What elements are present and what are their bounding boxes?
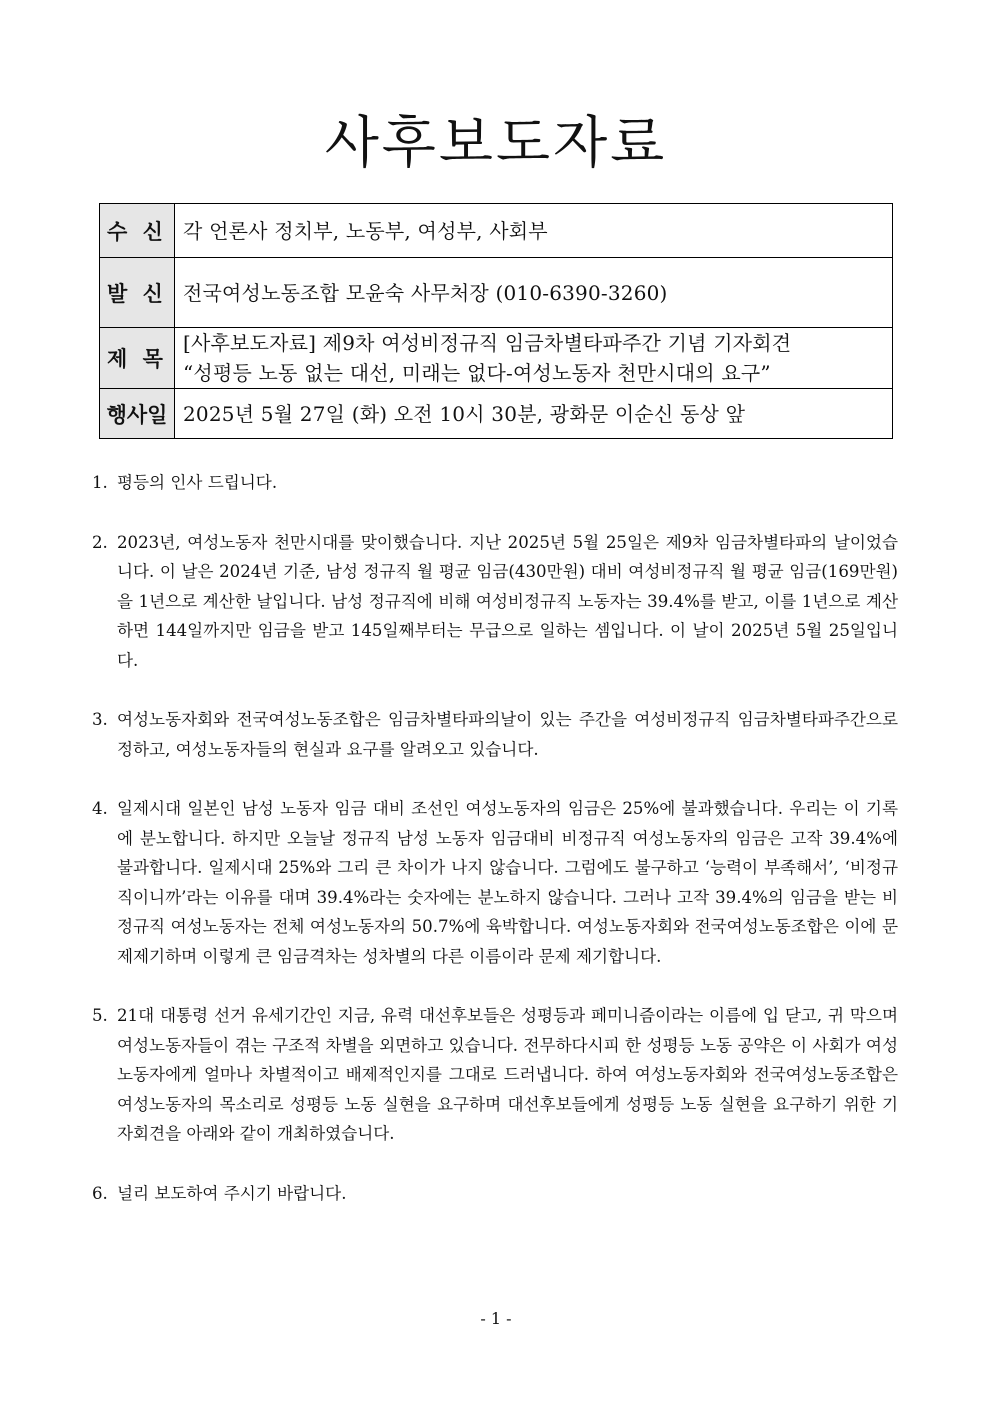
- paragraph-text: 21대 대통령 선거 유세기간인 지금, 유력 대선후보들은 성평등과 페미니즘이라는 이름에 입 닫고, 귀 막으며 여성노동자들이 겪는 구조적 차별을 외면하고 있습니다. 전무하다시피 한 성평등 노동 공약은 이 사회가 여성노동자에게 얼마나 차별적이고 배제적인지를 그대로 드러냅니다. 하여 여성노동자회와 전국여성노동조합은 여성노동자의 목소리로 성평등 노동 실현을 요구하며 대선후보들에게 성평등 노동 실현을 요구하기 위한 기자회견을 아래와 같이 개최하였습니다.: [117, 1006, 898, 1143]
- paragraph-2: [92, 528, 898, 676]
- paragraph-text: 일제시대 일본인 남성 노동자 임금 대비 조선인 여성노동자의 임금은 25%에 불과했습니다. 우리는 이 기록에 분노합니다. 하지만 오늘날 정규직 남성 노동자 임금대비 비정규직 여성노동자의 임금은 고작 39.4%에 불과합니다. 일제시대 25%와 그리 큰 차이가 나지 않습니다. 그럼에도 불구하고 ‘능력이 부족해서’, ‘비정규직이니까’라는 이유를 대며 39.4%라는 숫자에는 분노하지 않습니다. 그러나 고작 39.4%의 임금을 받는 비정규직 여성노동자는 전체 여성노동자의 50.7%에 육박합니다. 여성노동자회와 전국여성노동조합은 이에 문제제기하며 이렇게 큰 임금격차는 성차별의 다른 이름이라 문제 제기합니다.: [117, 799, 898, 966]
- sender-text: 전국여성노동조합 모윤숙 사무처장 (010-6390-3260): [183, 280, 668, 305]
- recipient-text: 각 언론사 정치부, 노동부, 여성부, 사회부: [183, 218, 548, 243]
- subject-value: [175, 328, 893, 389]
- paragraph-text: 널리 보도하여 주시기 바랍니다.: [117, 1183, 347, 1203]
- recipient-value: [175, 204, 893, 258]
- paragraph-number: 3.: [92, 710, 108, 729]
- paragraph-number: 5.: [92, 1006, 108, 1025]
- paragraph-number: 6.: [92, 1183, 108, 1203]
- body-text: [92, 468, 898, 1208]
- subject-row: [100, 328, 893, 389]
- sender-label: 발 신: [100, 258, 175, 328]
- paragraph-4: [92, 794, 898, 971]
- event-date-label: 행사일: [100, 389, 175, 439]
- event-date-row: [100, 389, 893, 439]
- paragraph-text: 평등의 인사 드립니다.: [117, 473, 278, 492]
- subject-line-2: “성평등 노동 없는 대선, 미래는 없다-여성노동자 천만시대의 요구”: [183, 361, 771, 385]
- sender-value: [175, 258, 893, 328]
- document-title: 사후보도자료: [324, 111, 668, 176]
- event-date-value: [175, 389, 893, 439]
- recipient-label: 수 신: [100, 204, 175, 258]
- subject-label: 제 목: [100, 328, 175, 389]
- paragraph-number: 2.: [92, 532, 108, 552]
- page-number: - 1 -: [480, 1309, 512, 1328]
- paragraph-3: [92, 705, 898, 764]
- paragraph-1: [92, 468, 898, 498]
- paragraph-5: [92, 1001, 898, 1149]
- paragraph-number: 4.: [92, 799, 108, 818]
- paragraph-6: [92, 1179, 898, 1209]
- paragraph-number: 1.: [92, 473, 108, 492]
- header-info-table: [99, 203, 893, 439]
- event-date-text: 2025년 5월 27일 (화) 오전 10시 30분, 광화문 이순신 동상 앞: [183, 401, 746, 426]
- sender-row: [100, 258, 893, 328]
- subject-line-1: [사후보도자료] 제9차 여성비정규직 임금차별타파주간 기념 기자회견: [183, 331, 792, 355]
- recipient-row: [100, 204, 893, 258]
- paragraph-text: 여성노동자회와 전국여성노동조합은 임금차별타파의날이 있는 주간을 여성비정규직 임금차별타파주간으로 정하고, 여성노동자들의 현실과 요구를 알려오고 있습니다.: [117, 710, 898, 759]
- paragraph-text: 2023년, 여성노동자 천만시대를 맞이했습니다. 지난 2025년 5월 25일은 제9차 임금차별타파의 날이었습니다. 이 날은 2024년 기준, 남성 정규직 월 평균 임금(430만원) 대비 여성비정규직 월 평균 임금(169만원)을 1년으로 계산한 날입니다. 남성 정규직에 비해 여성비정규직 노동자는 39.4%를 받고, 이를 1년으로 계산하면 144일까지만 임금을 받고 145일째부터는 무급으로 일하는 셈입니다. 이 날이 2025년 5월 25일입니다.: [117, 532, 898, 670]
